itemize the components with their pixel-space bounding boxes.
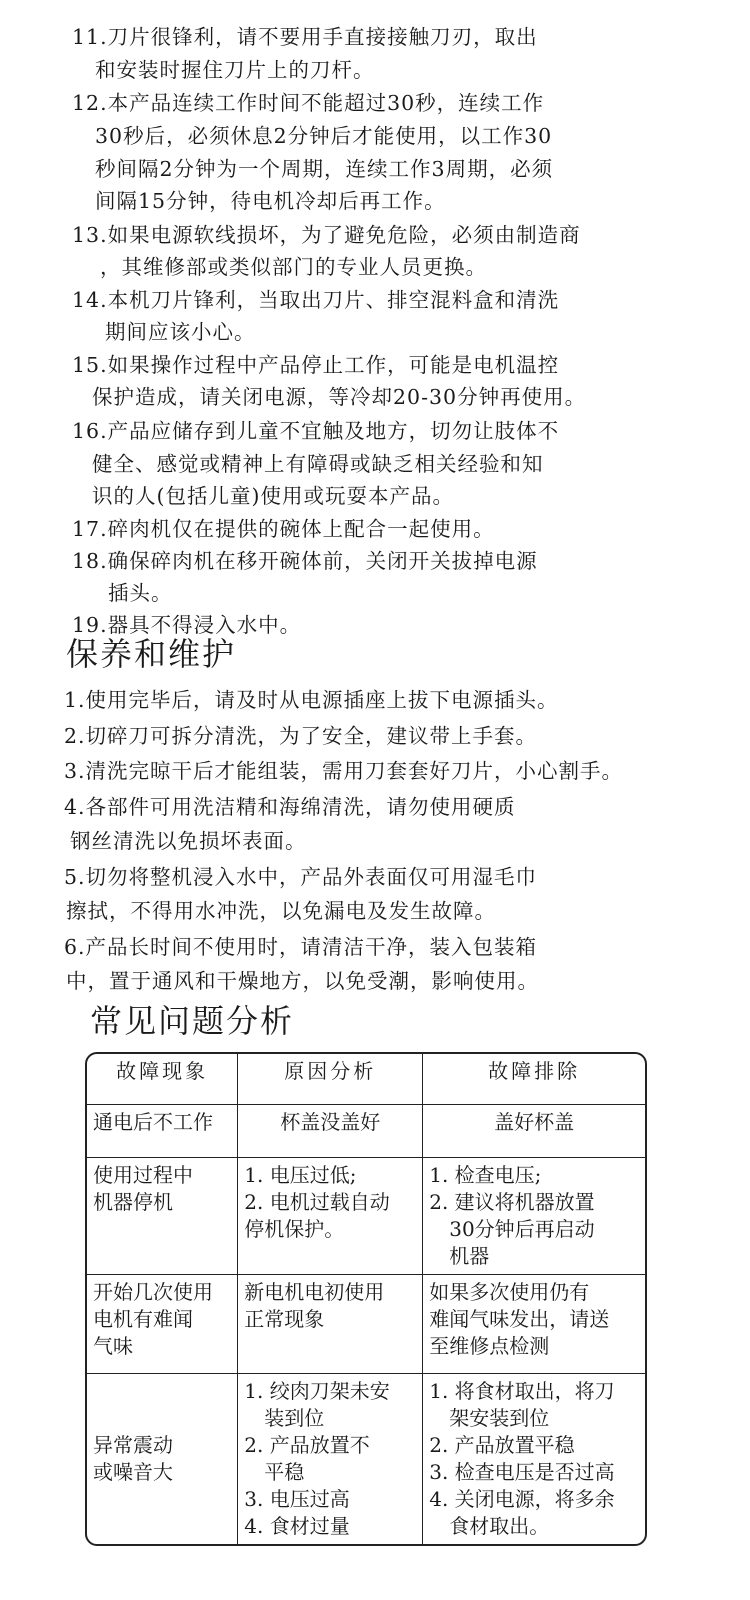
cell-text: 1. 绞肉刀架未安	[244, 1379, 390, 1403]
table-row	[87, 1275, 645, 1374]
instruction-line: 12.本产品连续工作时间不能超过30秒，连续工作	[72, 91, 545, 115]
instruction-line: 保护造成，请关闭电源，等冷却20-30分钟再使用。	[92, 385, 587, 409]
cell-text: 至维修点检测	[429, 1334, 550, 1358]
instruction-line: 18.确保碎肉机在移开碗体前，关闭开关拔掉电源	[72, 549, 538, 573]
table-row	[87, 1105, 645, 1158]
cause-cell	[238, 1105, 423, 1158]
cell-text: 食材取出。	[449, 1514, 550, 1538]
instruction-line: 19.器具不得浸入水中。	[72, 613, 302, 637]
cell-text: 或噪音大	[93, 1460, 173, 1484]
cell-text: 气味	[93, 1334, 133, 1358]
instruction-line: 插头。	[108, 581, 173, 605]
maintenance-line: 1.使用完毕后，请及时从电源插座上拔下电源插头。	[64, 688, 559, 712]
cell-text: 2. 产品放置不	[244, 1433, 370, 1457]
cell-text: 机器停机	[93, 1190, 173, 1214]
maintenance-title: 保养和维护	[66, 635, 237, 673]
instruction-line: 期间应该小心。	[105, 320, 256, 344]
cell-text: 1. 电压过低;	[244, 1163, 357, 1187]
instruction-line: 30秒后，必须休息2分钟后才能使用，以工作30	[95, 124, 553, 148]
header-symptom: 故障现象	[87, 1054, 238, 1105]
cell-text: 装到位	[264, 1406, 325, 1430]
cell-text: 平稳	[264, 1460, 305, 1484]
cell-text: 正常现象	[244, 1307, 325, 1331]
instruction-line: 16.产品应储存到儿童不宜触及地方，切勿让肢体不	[72, 419, 560, 443]
solution-cell	[423, 1374, 645, 1544]
cell-text: 如果多次使用仍有	[429, 1280, 590, 1304]
cell-text: 架安装到位	[449, 1406, 550, 1430]
header-cause: 原因分析	[238, 1054, 423, 1105]
symptom-cell	[87, 1275, 238, 1374]
instruction-line: 11.刀片很锋利，请不要用手直接接触刀刃，取出	[72, 25, 538, 49]
instruction-line: 和安装时握住刀片上的刀杆。	[95, 58, 375, 82]
cell-text: 2. 产品放置平稳	[429, 1433, 575, 1457]
cell-text: 1. 检查电压;	[429, 1163, 542, 1187]
cell-text: 1. 将食材取出，将刀	[429, 1379, 615, 1403]
cell-text: 4. 食材过量	[244, 1514, 350, 1538]
symptom-cell	[87, 1158, 238, 1275]
instruction-line: 14.本机刀片锋利，当取出刀片、排空混料盒和清洗	[72, 288, 560, 312]
cell-text: 3. 电压过高	[244, 1487, 350, 1511]
cell-text: 异常震动	[93, 1433, 173, 1457]
cell-text: 电机有难闻	[93, 1307, 193, 1331]
cell-text: 3. 检查电压是否过高	[429, 1460, 615, 1484]
symptom-cell	[87, 1105, 238, 1158]
cell-text: 30分钟后再启动	[449, 1217, 595, 1241]
maintenance-line: 3.清洗完晾干后才能组装，需用刀套套好刀片，小心割手。	[64, 759, 624, 783]
cell-text: 开始几次使用	[93, 1280, 213, 1304]
maintenance-line: 5.切勿将整机浸入水中，产品外表面仅可用湿毛巾	[64, 865, 538, 889]
cell-text: 通电后不工作	[93, 1110, 213, 1134]
instruction-line: 识的人(包括儿童)使用或玩耍本产品。	[92, 484, 454, 508]
instruction-line: 17.碎肉机仅在提供的碗体上配合一起使用。	[72, 517, 495, 541]
cell-text: 使用过程中	[93, 1163, 193, 1187]
instruction-line: 健全、感觉或精神上有障碍或缺乏相关经验和知	[92, 452, 544, 476]
table-row	[87, 1374, 645, 1544]
cell-text: 杯盖没盖好	[280, 1110, 381, 1134]
maintenance-line: 钢丝清洗以免损坏表面。	[70, 829, 307, 853]
cause-cell	[238, 1158, 423, 1275]
cause-cell	[238, 1374, 423, 1544]
table-header-row	[87, 1054, 645, 1105]
cell-text: 停机保护。	[244, 1217, 345, 1241]
instruction-line: ，其维修部或类似部门的专业人员更换。	[100, 255, 487, 279]
cell-text: 4. 关闭电源，将多余	[429, 1487, 615, 1511]
cell-text: 新电机电初使用	[244, 1280, 385, 1304]
instruction-line: 13.如果电源软线损坏，为了避免危险，必须由制造商	[72, 223, 581, 247]
cell-text: 2. 电机过载自动	[244, 1190, 390, 1214]
instruction-line: 15.如果操作过程中产品停止工作，可能是电机温控	[72, 353, 560, 377]
maintenance-line: 中，置于通风和干燥地方，以免受潮，影响使用。	[66, 969, 539, 993]
table-row	[87, 1158, 645, 1275]
cause-cell	[238, 1275, 423, 1374]
solution-cell	[423, 1275, 645, 1374]
cell-text: 机器	[449, 1244, 490, 1268]
maintenance-line: 擦拭，不得用水冲洗，以免漏电及发生故障。	[66, 899, 496, 923]
maintenance-line: 2.切碎刀可拆分清洗，为了安全，建议带上手套。	[64, 724, 538, 748]
cell-text: 难闻气味发出，请送	[429, 1307, 610, 1331]
symptom-cell	[87, 1374, 238, 1544]
solution-cell	[423, 1158, 645, 1275]
maintenance-line: 6.产品长时间不使用时，请清洁干净，装入包装箱	[64, 935, 538, 959]
instruction-line: 间隔15分钟，待电机冷却后再工作。	[95, 189, 446, 213]
instruction-line: 秒间隔2分钟为一个周期，连续工作3周期，必须	[95, 157, 554, 181]
faq-table	[85, 1052, 647, 1546]
faq-title: 常见问题分析	[90, 1002, 295, 1040]
cell-text: 2. 建议将机器放置	[429, 1190, 595, 1214]
solution-cell	[423, 1105, 645, 1158]
cell-text: 盖好杯盖	[494, 1110, 575, 1134]
maintenance-line: 4.各部件可用洗洁精和海绵清洗，请勿使用硬质	[64, 795, 516, 819]
header-solution: 故障排除	[423, 1054, 645, 1105]
